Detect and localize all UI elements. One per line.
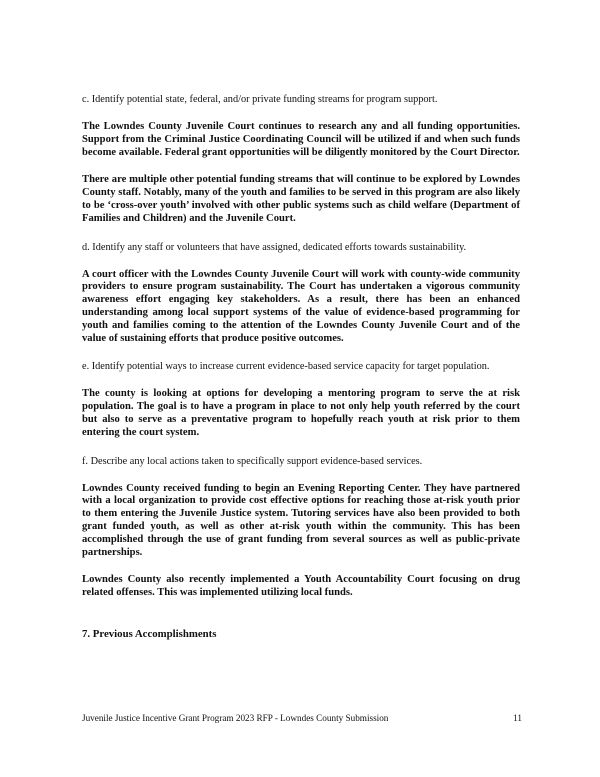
prompt-f: f. Describe any local actions taken to specifically support evidence-based services. (82, 455, 423, 467)
section-heading: 7. Previous Accomplishments (82, 627, 217, 640)
page-number: 11 (513, 713, 522, 723)
prompt-d: d. Identify any staff or volunteers that have assigned, dedicated efforts towards sustainability. (82, 241, 467, 253)
answer-f-paragraph-2: Lowndes County also recently implemented a Youth Accountability Court focusing on drug related offenses. This was implemented utilizing local funds. (82, 574, 520, 599)
answer-c-paragraph-1: The Lowndes County Juvenile Court continues to research any and all funding opportunities. Support from the Criminal Justice Coordinating Council will be utilized if and when such funds become available. Federal grant opportunities will be diligently monitored by the Court Director. (82, 121, 520, 158)
prompt-c: c. Identify potential state, federal, and/or private funding streams for program support. (82, 94, 438, 105)
answer-c-paragraph-2: There are multiple other potential funding streams that will continue to be explored by Lowndes County staff. Notably, many of the youth and families to be served in this program are also likely to be ‘cross-over youth’ involved with other public systems such as child welfare (Department of Families and Children) and the Juvenile Court. (82, 174, 520, 224)
answer-f-paragraph-1: Lowndes County received funding to begin an Evening Reporting Center. They have partnered with a local organization to provide cost effective options for reaching those at-risk youth prior to them entering the Juvenile Justice system. Tutoring services have also been provided to both grant funded youth, as well as other at-risk youth within the community. This has been accomplished through the use of grant funding from several sources as well as public-private partnerships. (82, 482, 520, 558)
answer-e-paragraph-1: The county is looking at options for developing a mentoring program to serve the at risk population. The goal is to have a program in place to not only help youth referred by the court but also to serve as a preventative program to hopefully reach youth at risk prior to them entering the court system. (82, 388, 520, 438)
page-footer (82, 713, 522, 723)
prompt-e: e. Identify potential ways to increase current evidence-based service capacity for target population. (82, 361, 490, 373)
answer-d-paragraph-1: A court officer with the Lowndes County Juvenile Court will work with county-wide community providers to ensure program sustainability. The Court has undertaken a vigorous community awareness effort engaging key stakeholders. As a result, there has been an enhanced understanding among local support systems of the value of evidence-based programming for youth and families coming to the attention of the Lowndes County Juvenile Court and of the value of sustaining efforts that produce positive outcomes. (82, 268, 520, 344)
footer-title: Juvenile Justice Incentive Grant Program 2023 RFP - Lowndes County Submission (82, 713, 389, 723)
page-content (82, 93, 520, 640)
